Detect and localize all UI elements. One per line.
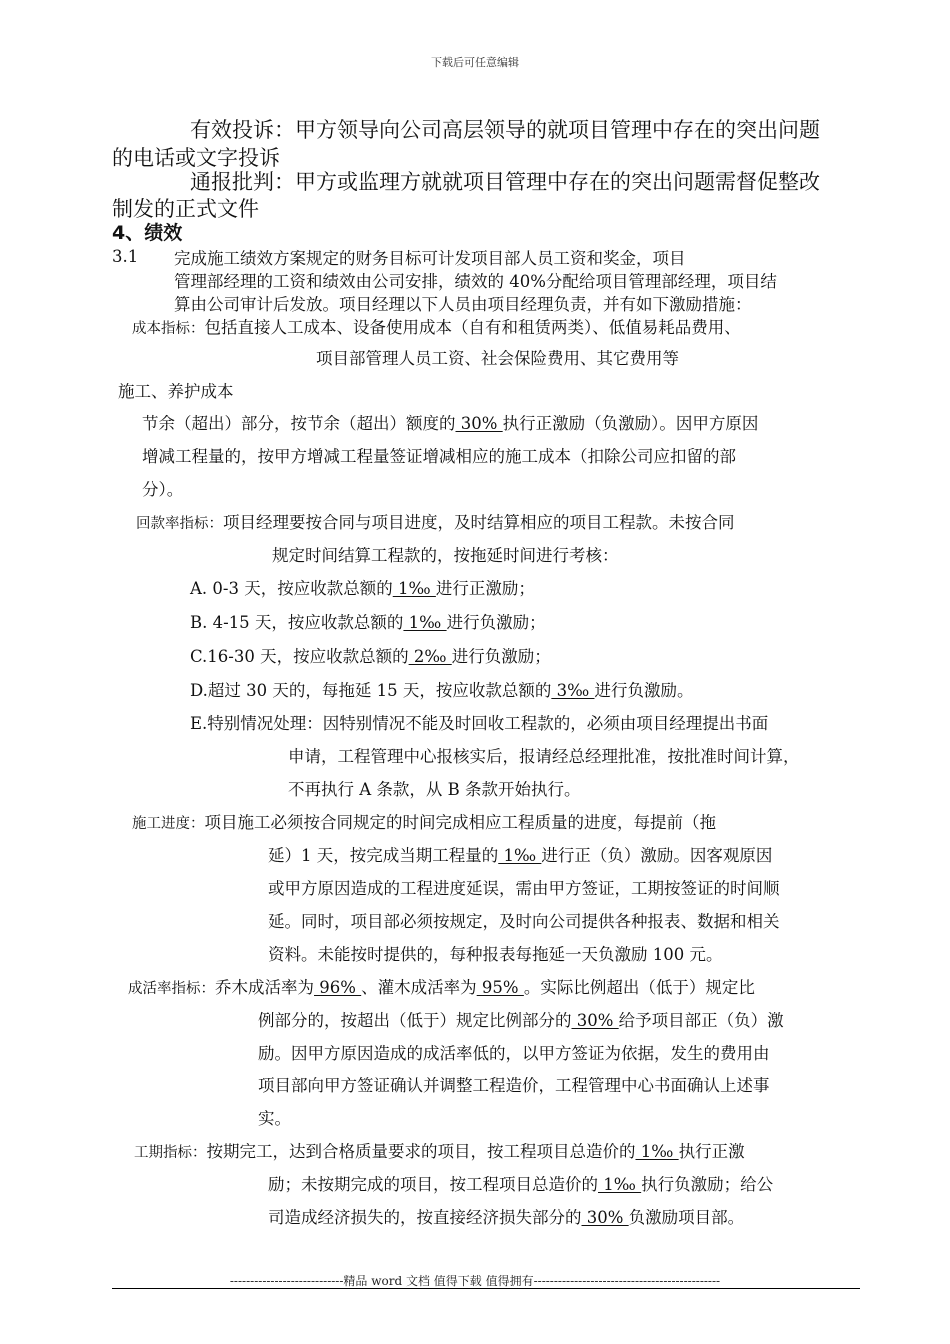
criticism-line-2: 制发的正式文件 (112, 197, 259, 221)
survival-tree-rate: 96% (314, 978, 362, 997)
footer-rule (112, 1288, 860, 1289)
survival-label: 成活率指标： (128, 981, 215, 997)
progress-line-2-a: 延）1 天，按完成当期工程量的 (268, 846, 499, 865)
collection-item-e-line-1: E.特别情况处理：因特别情况不能及时回收工程款的，必须由项目经理提出书面 (190, 714, 769, 733)
collection-item-b-text: B. 4-15 天，按应收款总额的 (190, 613, 404, 632)
cost-indicator-label: 成本指标： (132, 321, 205, 337)
criticism-line-1: 通报批判：甲方或监理方就就项目管理中存在的突出问题需督促整改 (190, 170, 820, 194)
collection-item-a-text: A. 0-3 天，按应收款总额的 (190, 579, 393, 598)
collection-item-c-rate: 2‰ (408, 647, 452, 666)
complaint-line-2: 的电话或文字投诉 (112, 146, 280, 170)
progress-line-2-b: 进行正（负）激励。因客观原因 (541, 846, 773, 865)
progress-line-5: 资料。未能按时提供的，每种报表每拖延一天负激励 100 元。 (268, 945, 723, 964)
cost-indicator-line-2: 项目部管理人员工资、社会保险费用、其它费用等 (316, 349, 679, 368)
schedule-line-1-b: 执行正激 (678, 1142, 745, 1161)
collection-line-2: 规定时间结算工程款的，按拖延时间进行考核： (272, 546, 619, 565)
schedule-line-3-a: 司造成经济损失的，按直接经济损失部分的 (268, 1208, 582, 1227)
schedule-label: 工期指标： (134, 1145, 207, 1161)
construction-cost-text-b: 执行正激励（负激励）。因甲方原因 (502, 414, 759, 433)
collection-label: 回款率指标： (136, 516, 223, 532)
collection-item-d-text: D.超过 30 天的，每拖延 15 天，按应收款总额的 (190, 681, 552, 700)
collection-item-e-line-3: 不再执行 A 条款，从 B 条款开始执行。 (288, 780, 581, 799)
collection-item-b (190, 609, 546, 633)
survival-line-2-b: 给予项目部正（负）激 (618, 1011, 784, 1030)
collection-item-c-text: C.16-30 天，按应收款总额的 (190, 647, 409, 666)
survival-line-1-c: 。实际比例超出（低于）规定比 (523, 978, 755, 997)
schedule-line-1-a: 按期完工，达到合格质量要求的项目，按工程项目总造价的 (206, 1142, 636, 1161)
survival-shrub-rate: 95% (476, 978, 524, 997)
survival-line-2-a: 例部分的，按超出（低于）规定比例部分的 (258, 1011, 572, 1030)
collection-item-c-result: 进行负激励； (451, 647, 551, 666)
survival-line-5: 实。 (258, 1109, 291, 1128)
construction-cost-title: 施工、养护成本 (118, 382, 234, 401)
survival-line-4: 项目部向甲方签证确认并调整工程造价，工程管理中心书面确认上述事 (258, 1076, 770, 1095)
progress-line-3: 或甲方原因造成的工程进度延误，需由甲方签证，工期按签证的时间顺 (268, 879, 780, 898)
clause-line-1: 完成施工绩效方案规定的财务目标可计发项目部人员工资和奖金，项目 (174, 249, 686, 268)
survival-line-1-a: 乔木成活率为 (215, 978, 314, 997)
collection-item-d (190, 677, 694, 701)
construction-cost-text-a: 节余（超出）部分，按节余（超出）额度的 (142, 414, 456, 433)
collection-item-b-rate: 1‰ (403, 613, 447, 632)
collection-item-a (190, 575, 535, 599)
progress-rate: 1‰ (498, 846, 542, 865)
cost-indicator-line-1: 包括直接人工成本、设备使用成本（自有和租赁两类）、低值易耗品费用、 (204, 318, 741, 337)
page-footer: ----------------------------精品 word 文档 值得下载 值得拥有---------------------------------------------- (229, 1274, 721, 1288)
schedule-negative-rate: 1‰ (598, 1175, 642, 1194)
schedule-line-2-a: 励；未按期完成的项目，按工程项目总造价的 (268, 1175, 598, 1194)
clause-line-3: 算由公司审计后发放。项目经理以下人员由项目经理负责，并有如下激励措施： (174, 295, 752, 314)
collection-item-c (190, 643, 551, 667)
survival-line-3: 励。因甲方原因造成的成活率低的，以甲方签证为依据，发生的费用由 (258, 1044, 770, 1063)
schedule-positive-rate: 1‰ (635, 1142, 679, 1161)
construction-cost-rate: 30% (455, 414, 503, 433)
schedule-loss-rate: 30% (581, 1208, 629, 1227)
survival-ratio: 30% (571, 1011, 619, 1030)
clause-number: 3.1 (112, 247, 139, 266)
progress-label: 施工进度： (132, 816, 205, 832)
collection-item-b-result: 进行负激励； (446, 613, 546, 632)
progress-line-4: 延。同时，项目部必须按规定，及时向公司提供各种报表、数据和相关 (268, 912, 780, 931)
schedule-line-2-b: 执行负激励；给公 (641, 1175, 774, 1194)
collection-line-1: 项目经理要按合同与项目进度，及时结算相应的项目工程款。未按合同 (223, 513, 735, 532)
collection-item-a-result: 进行正激励； (435, 579, 535, 598)
schedule-line-3-b: 负激励项目部。 (628, 1208, 745, 1227)
section-heading: 4、绩效 (112, 222, 183, 244)
clause-line-2: 管理部经理的工资和绩效由公司安排，绩效的 40%分配给项目管理部经理，项目结 (174, 272, 777, 291)
page-header: 下载后可任意编辑 (431, 56, 519, 69)
complaint-line-1: 有效投诉：甲方领导向公司高层领导的就项目管理中存在的突出问题 (190, 118, 820, 142)
construction-cost-line-2: 增减工程量的，按甲方增减工程量签证增减相应的施工成本（扣除公司应扣留的部 (142, 447, 736, 466)
survival-line-1-b: 、灌木成活率为 (361, 978, 477, 997)
collection-item-e-line-2: 申请，工程管理中心报核实后，报请经总经理批准，按批准时间计算， (288, 747, 800, 766)
construction-cost-line-3: 分）。 (142, 480, 184, 499)
collection-item-a-rate: 1‰ (392, 579, 436, 598)
collection-item-d-rate: 3‰ (551, 681, 595, 700)
progress-line-1: 项目施工必须按合同规定的时间完成相应工程质量的进度，每提前（拖 (204, 813, 716, 832)
collection-item-d-result: 进行负激励。 (594, 681, 694, 700)
